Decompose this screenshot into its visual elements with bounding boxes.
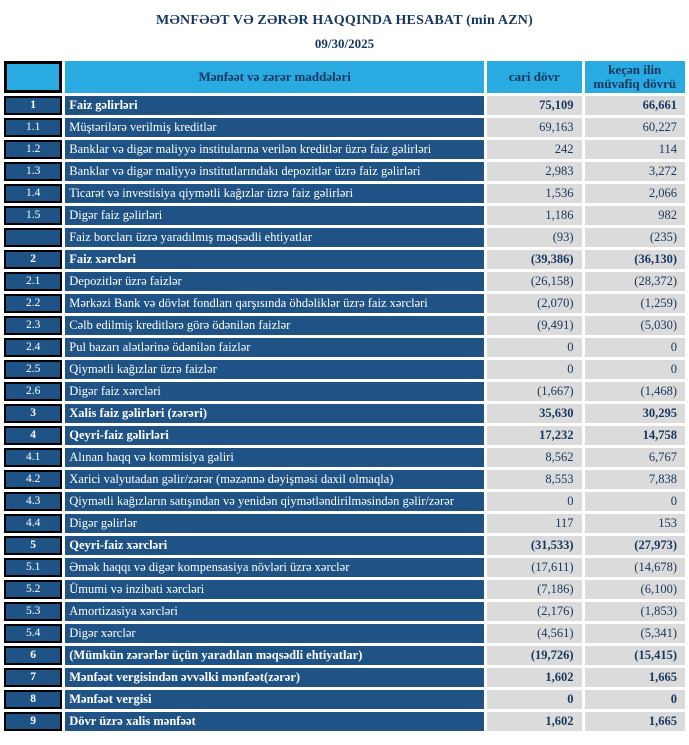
row-previous-value: (1,259)	[585, 294, 685, 313]
row-label: Pul bazarı alətlərinə ödənilən faizlər	[65, 338, 484, 357]
row-label: Qeyri-faiz xərcləri	[65, 536, 484, 555]
row-previous-value: 7,838	[585, 470, 685, 489]
row-number: 4.1	[4, 448, 62, 467]
row-current-value: 75,109	[487, 96, 581, 115]
row-current-value: 242	[487, 140, 581, 159]
table-row	[4, 184, 685, 203]
table-row	[4, 426, 685, 445]
table-row	[4, 96, 685, 115]
row-current-value: (9,491)	[487, 316, 581, 335]
row-previous-value: 66,661	[585, 96, 685, 115]
row-current-value: (1,667)	[487, 382, 581, 401]
row-number: 1.3	[4, 162, 62, 181]
row-label: Faiz xərcləri	[65, 250, 484, 269]
row-label: Qiymətli kağızlar üzrə faizlər	[65, 360, 484, 379]
row-number: 7	[4, 668, 62, 687]
row-previous-value: 3,272	[585, 162, 685, 181]
table-row	[4, 228, 685, 247]
row-number: 3	[4, 404, 62, 423]
row-previous-value: (1,468)	[585, 382, 685, 401]
row-label: Digər xərclər	[65, 624, 484, 643]
row-current-value: 1,186	[487, 206, 581, 225]
column-header-current-period: cari dövr	[487, 61, 581, 93]
row-current-value: (2,176)	[487, 602, 581, 621]
row-number: 5.2	[4, 580, 62, 599]
row-previous-value: (5,341)	[585, 624, 685, 643]
row-current-value: 0	[487, 360, 581, 379]
table-row	[4, 404, 685, 423]
table-row	[4, 470, 685, 489]
corner-cell	[4, 61, 62, 93]
row-label: Dövr üzrə xalis mənfəət	[65, 712, 484, 731]
row-previous-value: (28,372)	[585, 272, 685, 291]
row-label: Əmək haqqı və digər kompensasiya növləri üzrə xərclər	[65, 558, 484, 577]
table-row	[4, 206, 685, 225]
table-row	[4, 690, 685, 709]
row-current-value: (17,611)	[487, 558, 581, 577]
column-header-previous-period: keçən ilin müvafiq dövrü	[585, 61, 685, 93]
row-current-value: (4,561)	[487, 624, 581, 643]
table-row	[4, 118, 685, 137]
row-label: Cəlb edilmiş kreditlərə görə ödənilən faizlər	[65, 316, 484, 335]
row-number: 1.1	[4, 118, 62, 137]
row-previous-value: 30,295	[585, 404, 685, 423]
row-number: 4.4	[4, 514, 62, 533]
row-label: Faiz gəlirləri	[65, 96, 484, 115]
column-header-items: Mənfəət və zərər maddələri	[65, 61, 484, 93]
table-row	[4, 250, 685, 269]
row-previous-value: 6,767	[585, 448, 685, 467]
row-label: Mənfəət vergisi	[65, 690, 484, 709]
table-row	[4, 162, 685, 181]
row-current-value: (26,158)	[487, 272, 581, 291]
table-row	[4, 712, 685, 731]
row-current-value: 8,562	[487, 448, 581, 467]
row-previous-value: (14,678)	[585, 558, 685, 577]
row-previous-value: 0	[585, 360, 685, 379]
row-label: Depozitlər üzrə faizlər	[65, 272, 484, 291]
row-previous-value: (36,130)	[585, 250, 685, 269]
row-current-value: 1,602	[487, 712, 581, 731]
row-previous-value: (27,973)	[585, 536, 685, 555]
report-date: 09/30/2025	[314, 36, 375, 51]
row-current-value: 8,553	[487, 470, 581, 489]
row-current-value: (2,070)	[487, 294, 581, 313]
row-current-value: 117	[487, 514, 581, 533]
table-row	[4, 140, 685, 159]
row-label: Digər faiz gəlirləri	[65, 206, 484, 225]
row-label: Qeyri-faiz gəlirləri	[65, 426, 484, 445]
row-current-value: 69,163	[487, 118, 581, 137]
row-number: 2.1	[4, 272, 62, 291]
row-label: Xalis faiz gəlirləri (zərəri)	[65, 404, 484, 423]
table-row	[4, 646, 685, 665]
row-previous-value: 0	[585, 492, 685, 511]
row-current-value: 1,602	[487, 668, 581, 687]
row-previous-value: 0	[585, 338, 685, 357]
row-current-value: 17,232	[487, 426, 581, 445]
page-title: MƏNFƏƏT VƏ ZƏRƏR HAQQINDA HESABAT (min AZN)	[156, 13, 533, 28]
table-row	[4, 272, 685, 291]
row-number: 2.4	[4, 338, 62, 357]
table-row	[4, 536, 685, 555]
row-number: 1.5	[4, 206, 62, 225]
row-number: 2.6	[4, 382, 62, 401]
row-label: Digər gəlirlər	[65, 514, 484, 533]
row-current-value: (31,533)	[487, 536, 581, 555]
row-previous-value: 982	[585, 206, 685, 225]
row-label: Banklar və digər maliyyə institutlarındakı depozitlər üzrə faiz gəlirləri	[65, 162, 484, 181]
report-table-body	[4, 96, 685, 731]
profit-loss-table	[1, 58, 688, 734]
row-label: Ticarət və investisiya qiymətli kağızlar üzrə faiz gəlirləri	[65, 184, 484, 203]
row-previous-value: 2,066	[585, 184, 685, 203]
row-label: Faiz borcları üzrə yaradılmış məqsədli ehtiyatlar	[65, 228, 484, 247]
table-row	[4, 360, 685, 379]
table-header	[4, 61, 685, 93]
row-number: 2.3	[4, 316, 62, 335]
row-current-value: (19,726)	[487, 646, 581, 665]
table-row	[4, 514, 685, 533]
row-label: Mərkəzi Bank və dövlət fondları qarşısında öhdəliklər üzrə faiz xərcləri	[65, 294, 484, 313]
row-previous-value: 1,665	[585, 668, 685, 687]
row-previous-value: (15,415)	[585, 646, 685, 665]
row-current-value: 2,983	[487, 162, 581, 181]
row-number: 1.4	[4, 184, 62, 203]
row-number: 5.1	[4, 558, 62, 577]
row-current-value: (93)	[487, 228, 581, 247]
row-label: Qiymətli kağızların satışından və yenidən qiymətləndirilməsindən gəlir/zərər	[65, 492, 484, 511]
row-label: Amortizasiya xərcləri	[65, 602, 484, 621]
row-number: 2.2	[4, 294, 62, 313]
table-row	[4, 580, 685, 599]
row-previous-value: (6,100)	[585, 580, 685, 599]
row-label: Alınan haqq və kommisiya gəliri	[65, 448, 484, 467]
row-number: 4	[4, 426, 62, 445]
row-number: 5.4	[4, 624, 62, 643]
table-row	[4, 624, 685, 643]
row-label: (Mümkün zərərlər üçün yaradılan məqsədli ehtiyatlar)	[65, 646, 484, 665]
table-row	[4, 492, 685, 511]
row-number: 4.2	[4, 470, 62, 489]
row-previous-value: (1,853)	[585, 602, 685, 621]
row-number: 9	[4, 712, 62, 731]
table-row	[4, 316, 685, 335]
row-previous-value: 153	[585, 514, 685, 533]
table-row	[4, 338, 685, 357]
row-previous-value: 60,227	[585, 118, 685, 137]
row-number: 1	[4, 96, 62, 115]
row-number: 2.5	[4, 360, 62, 379]
row-label: Mənfəət vergisindən əvvəlki mənfəət(zərər)	[65, 668, 484, 687]
table-row	[4, 294, 685, 313]
row-current-value: 0	[487, 690, 581, 709]
table-row	[4, 668, 685, 687]
row-number: 2	[4, 250, 62, 269]
row-label: Müştərilərə verilmiş kreditlər	[65, 118, 484, 137]
row-current-value: 0	[487, 338, 581, 357]
row-previous-value: 0	[585, 690, 685, 709]
row-number: 5.3	[4, 602, 62, 621]
row-number: 1.2	[4, 140, 62, 159]
row-current-value: 35,630	[487, 404, 581, 423]
row-previous-value: 14,758	[585, 426, 685, 445]
row-number: 5	[4, 536, 62, 555]
row-number: 8	[4, 690, 62, 709]
row-number: 4.3	[4, 492, 62, 511]
table-row	[4, 448, 685, 467]
row-label: Digər faiz xərcləri	[65, 382, 484, 401]
row-previous-value: (5,030)	[585, 316, 685, 335]
row-previous-value: (235)	[585, 228, 685, 247]
row-previous-value: 114	[585, 140, 685, 159]
row-current-value: 1,536	[487, 184, 581, 203]
row-number: 6	[4, 646, 62, 665]
table-row	[4, 382, 685, 401]
row-current-value: 0	[487, 492, 581, 511]
row-current-value: (39,386)	[487, 250, 581, 269]
row-current-value: (7,186)	[487, 580, 581, 599]
row-label: Banklar və digər maliyyə institularına verilən kreditlər üzrə faiz gəlirləri	[65, 140, 484, 159]
row-label: Xarici valyutadan gəlir/zərər (məzənnə dəyişməsi daxil olmaqla)	[65, 470, 484, 489]
table-row	[4, 558, 685, 577]
row-previous-value: 1,665	[585, 712, 685, 731]
table-row	[4, 602, 685, 621]
row-label: Ümumi və inzibati xərcləri	[65, 580, 484, 599]
row-number	[4, 228, 62, 247]
